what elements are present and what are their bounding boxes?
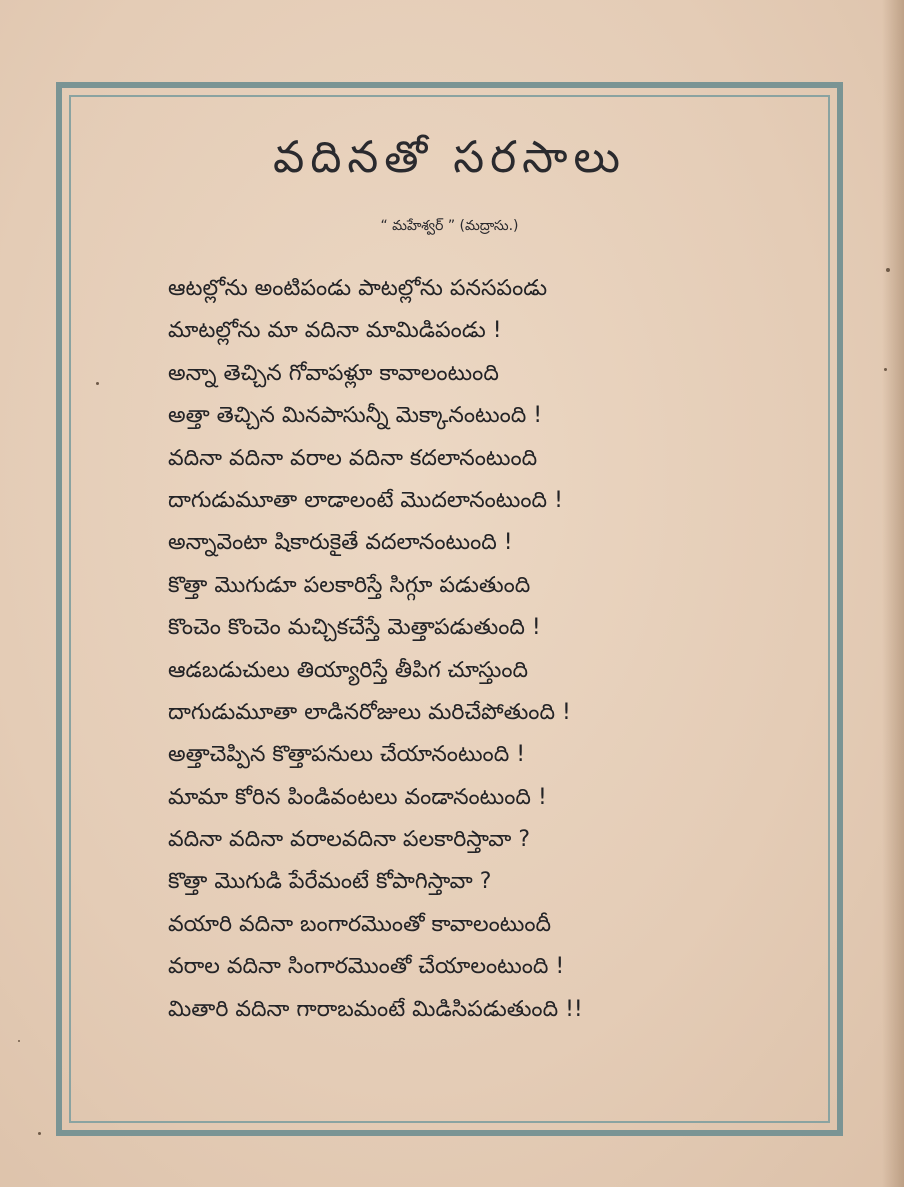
paper-speck	[96, 382, 99, 385]
page-edge-shadow	[882, 0, 904, 1187]
poem-body	[168, 268, 808, 1031]
paper-speck	[18, 1040, 20, 1042]
poem-line: అత్తా తెచ్చిన మినపాసున్నీ మెక్కానంటుంది !	[168, 403, 543, 429]
poem-line: కొంచెం కొంచెం మచ్చికచేస్తే మెత్తాపడుతుంది !	[168, 615, 541, 641]
poem-line: వదినా వదినా వరాలవదినా పలకారిస్తావా ?	[168, 827, 531, 853]
poem-line: వరాల వదినా సింగారమొంతో చేయాలంటుంది !	[168, 954, 565, 980]
paper-speck	[886, 268, 890, 272]
poem-line: అత్తాచెప్పిన కొత్తాపనులు చేయానంటుంది !	[168, 742, 526, 768]
poem-line: అన్నా తెచ్చిన గోవాపళ్లూ కావాలంటుంది	[168, 360, 499, 386]
poem-line: వదినా వదినా వరాల వదినా కదలానంటుంది	[168, 445, 538, 471]
poem-line: దాగుడుమూతా లాడినరోజులు మరిచేపోతుంది !	[168, 699, 571, 725]
paper-speck	[38, 1132, 41, 1135]
poem-line: మాటల్లోను మా వదినా మామిడిపండు !	[168, 318, 502, 344]
poem-line: వయారి వదినా బంగారమొంతో కావాలంటుందీ	[168, 911, 552, 937]
poem-line: కొత్తా మొగుడి పేరేమంటే కోపాగిస్తావా ?	[168, 869, 492, 895]
poem-line: కొత్తా మొగుడూ పలకారిస్తే సిగ్గూ పడుతుంది	[168, 572, 531, 598]
poem-line: మితారి వదినా గారాబమంటే మిడిసిపడుతుంది !!	[168, 996, 583, 1022]
poem-line: ఆడబడుచులు తియ్యారిస్తే తీపిగ చూస్తుంది	[168, 657, 529, 683]
poem-line: దాగుడుమూతా లాడాలంటే మొదలానంటుంది !	[168, 487, 563, 513]
paper-speck	[884, 368, 887, 371]
poem-title: వదినతో సరసాలు	[273, 132, 626, 183]
poem-line: అన్నావెంటా షికారుకైతే వదలానంటుంది !	[168, 530, 513, 556]
poem-line: ఆటల్లోను అంటిపండు పాటల్లోను పనసపండు	[168, 276, 548, 301]
poem-line: మామా కోరిన పిండివంటలు వండానంటుంది !	[168, 784, 547, 810]
author-byline: “ మహేశ్వర్ ” (మద్రాసు.)	[380, 218, 519, 234]
